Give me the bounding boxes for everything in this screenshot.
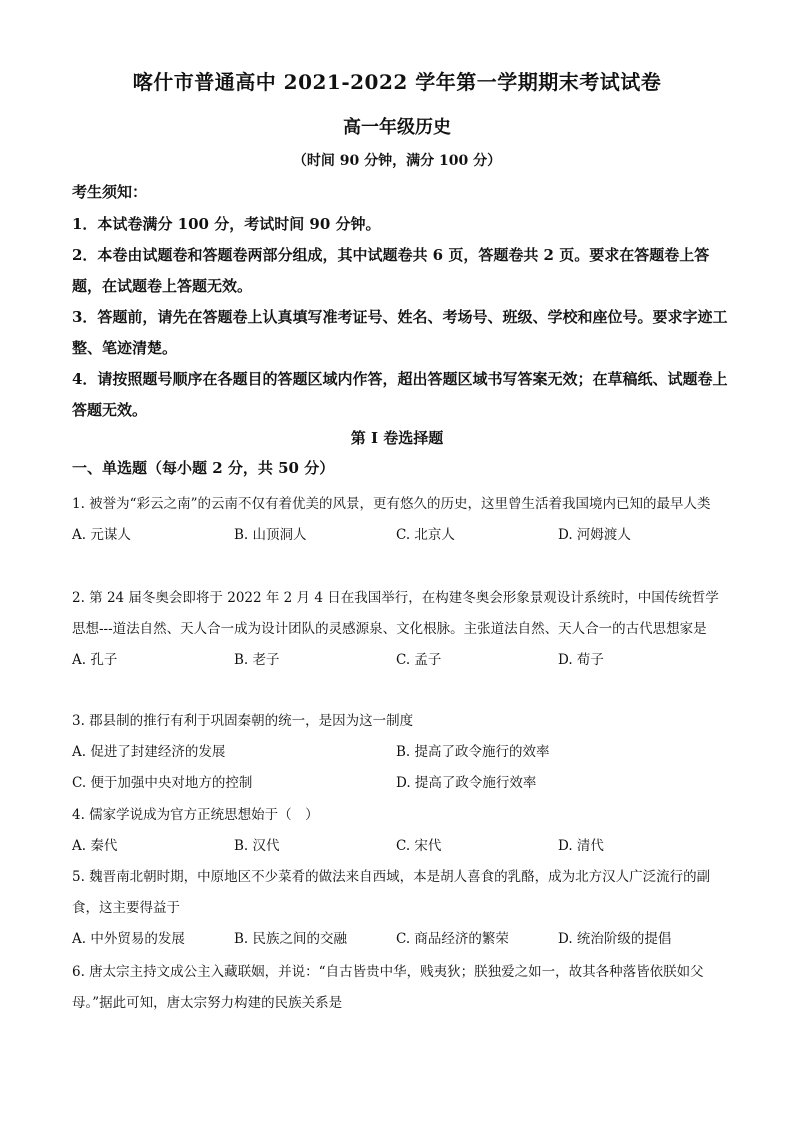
option-b: B. 民族之间的交融 xyxy=(234,931,348,947)
question-stem: 6. 唐太宗主持文成公主入藏联姻，并说：“自古皆贵中华，贱夷狄；朕独爱之如一，故其各种落皆依朕如父母。”据此可知，唐太宗努力构建的民族关系是 xyxy=(72,964,704,1011)
question-stem: 4. 儒家学说成为官方正统思想始于（ ） xyxy=(72,807,319,823)
question-stem: 2. 第 24 届冬奥会即将于 2022 年 2 月 4 日在我国举行，在构建冬奥会形象景观设计系统时，中国传统哲学思想---道法自然、天人合一成为设计团队的灵感源泉、文化根脉。主张道法自然、天人合一的古代思想家是 xyxy=(72,590,719,637)
question-2 xyxy=(72,583,732,676)
options-row xyxy=(72,737,732,768)
question-stem: 3. 郡县制的推行有利于巩固秦朝的统一，是因为这一制度 xyxy=(72,713,414,729)
exam-title: 喀什市普通高中 2021-2022 学年第一学期期末考试试卷 xyxy=(132,70,662,94)
notice-item: 2．本卷由试题卷和答题卷两部分组成，其中试题卷共 6 页，答题卷共 2 页。要求在答题卷上答题，在试题卷上答题无效。 xyxy=(72,246,710,295)
option-a: A. 秦代 xyxy=(72,838,118,854)
options-row xyxy=(72,831,732,862)
options-row xyxy=(72,645,732,676)
option-a: A. 孔子 xyxy=(72,652,118,668)
options-row xyxy=(72,768,732,799)
option-b: B. 山顶洞人 xyxy=(234,527,307,543)
option-c: C. 便于加强中央对地方的控制 xyxy=(72,775,253,791)
option-b: B. 提高了政令施行的效率 xyxy=(396,744,550,760)
option-d: D. 河姆渡人 xyxy=(558,527,631,543)
time-note: （时间 90 分钟，满分 100 分） xyxy=(292,153,502,169)
options-row xyxy=(72,520,732,551)
options-row xyxy=(72,924,732,955)
option-c: C. 孟子 xyxy=(396,652,442,668)
section-title: 第 I 卷选择题 xyxy=(350,429,444,447)
option-d: D. 提高了政令施行效率 xyxy=(396,775,537,791)
notice-item: 1．本试卷满分 100 分，考试时间 90 分钟。 xyxy=(72,215,381,233)
option-b: B. 老子 xyxy=(234,652,280,668)
question-3 xyxy=(72,706,732,799)
option-d: D. 荀子 xyxy=(558,652,604,668)
question-5 xyxy=(72,862,732,955)
question-stem: 5. 魏晋南北朝时期，中原地区不少菜肴的做法来自西域，本是胡人喜食的乳酪，成为北方汉人广泛流行的副食，这主要得益于 xyxy=(72,869,711,916)
option-a: A. 促进了封建经济的发展 xyxy=(72,744,226,760)
option-c: C. 北京人 xyxy=(396,527,455,543)
question-6 xyxy=(72,957,732,1019)
notice-item: 3．答题前，请先在答题卷上认真填写准考证号、姓名、考场号、班级、学校和座位号。要求字迹工整、笔迹清楚。 xyxy=(72,308,728,357)
option-c: C. 宋代 xyxy=(396,838,442,854)
notice-title: 考生须知： xyxy=(72,183,148,201)
option-b: B. 汉代 xyxy=(234,838,280,854)
question-stem: 1. 被誉为“彩云之南”的云南不仅有着优美的风景，更有悠久的历史，这里曾生活着我国境内已知的最早人类 xyxy=(72,496,711,512)
notice-item: 4．请按照题号顺序在各题目的答题区域内作答，超出答题区域书写答案无效；在草稿纸、试题卷上答题无效。 xyxy=(72,370,728,419)
option-a: A. 中外贸易的发展 xyxy=(72,931,185,947)
question-4 xyxy=(72,800,732,862)
question-1 xyxy=(72,489,732,551)
option-a: A. 元谋人 xyxy=(72,527,131,543)
option-d: D. 清代 xyxy=(558,838,604,854)
option-c: C. 商品经济的繁荣 xyxy=(396,931,509,947)
option-d: D. 统治阶级的提倡 xyxy=(558,931,672,947)
part-title: 一、单选题（每小题 2 分，共 50 分） xyxy=(72,459,335,477)
exam-subtitle: 高一年级历史 xyxy=(343,117,451,138)
